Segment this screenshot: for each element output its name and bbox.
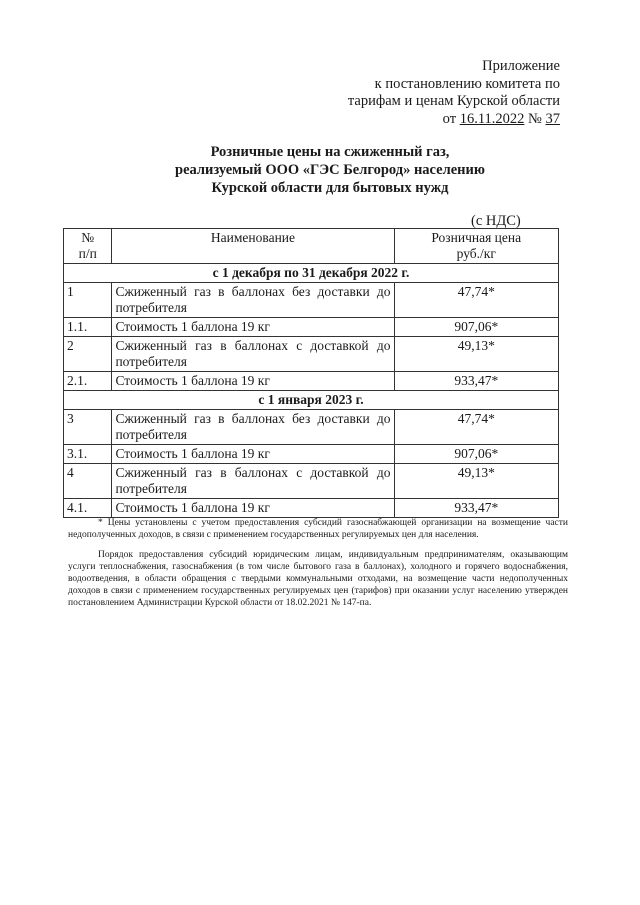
title-line-2: реализуемый ООО «ГЭС Белгород» населению: [175, 162, 485, 178]
notes-section: [68, 517, 568, 617]
table-row: [64, 410, 559, 445]
appendix-line-2: к постановлению комитета по: [374, 75, 560, 92]
row-name: Сжиженный газ в баллонах с доставкой до потребителя: [112, 464, 394, 499]
appendix-date-line: [300, 111, 560, 129]
vat-note: (с НДС): [471, 213, 521, 229]
row-name: Сжиженный газ в баллонах без доставки до потребителя: [112, 410, 394, 445]
table-header-row: [64, 229, 559, 264]
period-label: с 1 января 2023 г.: [64, 391, 559, 410]
appendix-line-1: Приложение: [482, 58, 560, 74]
row-name: Сжиженный газ в баллонах без доставки до потребителя: [112, 283, 394, 318]
price-table: [63, 228, 559, 518]
header-name: Наименование: [112, 229, 394, 264]
row-number: 1: [64, 283, 112, 318]
table-row: [64, 337, 559, 372]
row-number: 2: [64, 337, 112, 372]
row-price: 47,74*: [394, 283, 559, 318]
row-number: 3.1.: [64, 445, 112, 464]
header-price-line-1: Розничная цена: [431, 230, 522, 245]
row-name: Стоимость 1 баллона 19 кг: [112, 318, 394, 337]
table-row: [64, 445, 559, 464]
table-row: [64, 464, 559, 499]
row-name: Стоимость 1 баллона 19 кг: [112, 372, 394, 391]
row-number: 2.1.: [64, 372, 112, 391]
document-title: [150, 143, 510, 197]
appendix-header: [300, 58, 560, 128]
row-number: 3: [64, 410, 112, 445]
header-price: [394, 229, 559, 264]
header-number-line-1: №: [81, 230, 95, 245]
title-line-1: Розничные цены на сжиженный газ,: [210, 144, 450, 160]
row-price: 49,13*: [394, 464, 559, 499]
period-row: [64, 391, 559, 410]
row-price: 907,06*: [394, 318, 559, 337]
date-prefix: от: [442, 110, 460, 127]
row-name: Сжиженный газ в баллонах с доставкой до потребителя: [112, 337, 394, 372]
title-line-3: Курской области для бытовых нужд: [211, 180, 449, 196]
number-prefix: №: [524, 110, 546, 127]
header-number-line-2: п/п: [78, 246, 97, 261]
row-price: 933,47*: [394, 499, 559, 518]
row-name: Стоимость 1 баллона 19 кг: [112, 499, 394, 518]
row-number: 4.1.: [64, 499, 112, 518]
table-row: [64, 283, 559, 318]
appendix-line-3: тарифам и ценам Курской области: [347, 93, 560, 109]
period-label: с 1 декабря по 31 декабря 2022 г.: [64, 264, 559, 283]
row-number: 1.1.: [64, 318, 112, 337]
table-row: [64, 372, 559, 391]
resolution-date: 16.11.2022: [459, 110, 525, 127]
resolution-number: 37: [545, 110, 560, 127]
header-price-line-2: руб./кг: [456, 246, 496, 261]
row-price: 49,13*: [394, 337, 559, 372]
row-name: Стоимость 1 баллона 19 кг: [112, 445, 394, 464]
period-row: [64, 264, 559, 283]
table-row: [64, 499, 559, 518]
header-number: [64, 229, 112, 264]
row-price: 907,06*: [394, 445, 559, 464]
footnote: * Цены установлены с учетом предоставления субсидий газоснабжающей организации на возмещение части недополученных доходов, в связи с применением государственных регулируемых цен для населения.: [68, 518, 568, 540]
subsidy-procedure-note: Порядок предоставления субсидий юридическим лицам, индивидуальным предпринимателям, оказывающим услуги теплоснабжения, газоснабжения (в том числе бытового газа в баллонах), холодного и горячего водоснабжения, водоотведения, в области обращения с твердыми коммунальными отходами, на возмещение части недополученных доходов в связи с применением государственных регулируемых цен (тарифов) при оказании услуг населению утвержден постановлением Администрации Курской области от 18.02.2021 № 147-па.: [68, 550, 568, 608]
row-number: 4: [64, 464, 112, 499]
row-price: 47,74*: [394, 410, 559, 445]
row-price: 933,47*: [394, 372, 559, 391]
table-row: [64, 318, 559, 337]
